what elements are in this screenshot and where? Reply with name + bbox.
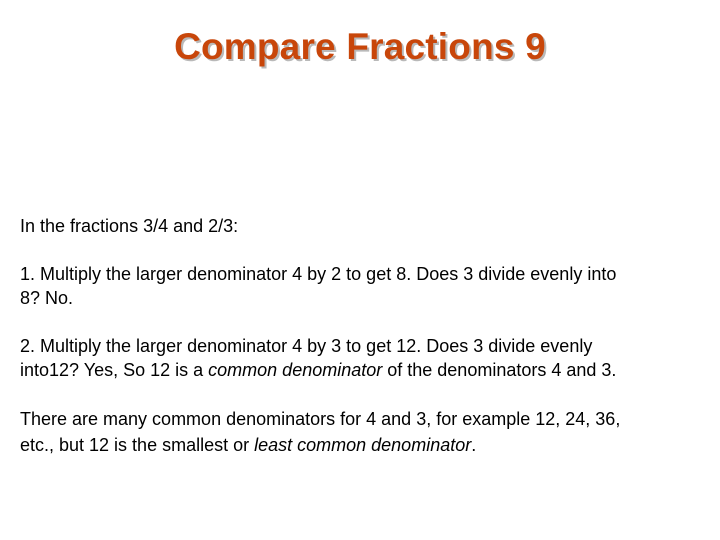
step-1-paragraph [20, 262, 700, 310]
spacer [20, 238, 700, 262]
step-1-line-2: 8? No. [20, 288, 74, 308]
conclusion-line-2-post: . [471, 435, 477, 455]
common-denominator-term: common denominator [208, 360, 383, 380]
conclusion-line-1: There are many common denominators for 4 and 3, for example 12, 24, 36, [20, 409, 621, 429]
spacer [20, 310, 700, 334]
step-2-paragraph [20, 334, 700, 382]
step-1-line-1: 1. Multiply the larger denominator 4 by 2 to get 8. Does 3 divide evenly into [20, 264, 617, 284]
step-2-line-2-pre: into12? Yes, So 12 is a [20, 360, 209, 380]
intro-text: In the fractions 3/4 and 2/3: [20, 216, 239, 236]
step-2-line-1: 2. Multiply the larger denominator 4 by 3 to get 12. Does 3 divide evenly [20, 336, 593, 356]
step-2-line-2-post: of the denominators 4 and 3. [382, 360, 617, 380]
conclusion-line-2-pre: etc., but 12 is the smallest or [20, 435, 255, 455]
conclusion-paragraph [20, 406, 700, 458]
slide-body [20, 214, 700, 458]
slide-title: Compare Fractions 9 [174, 26, 546, 67]
least-common-denominator-term: least common denominator [254, 435, 472, 455]
spacer [20, 382, 700, 406]
